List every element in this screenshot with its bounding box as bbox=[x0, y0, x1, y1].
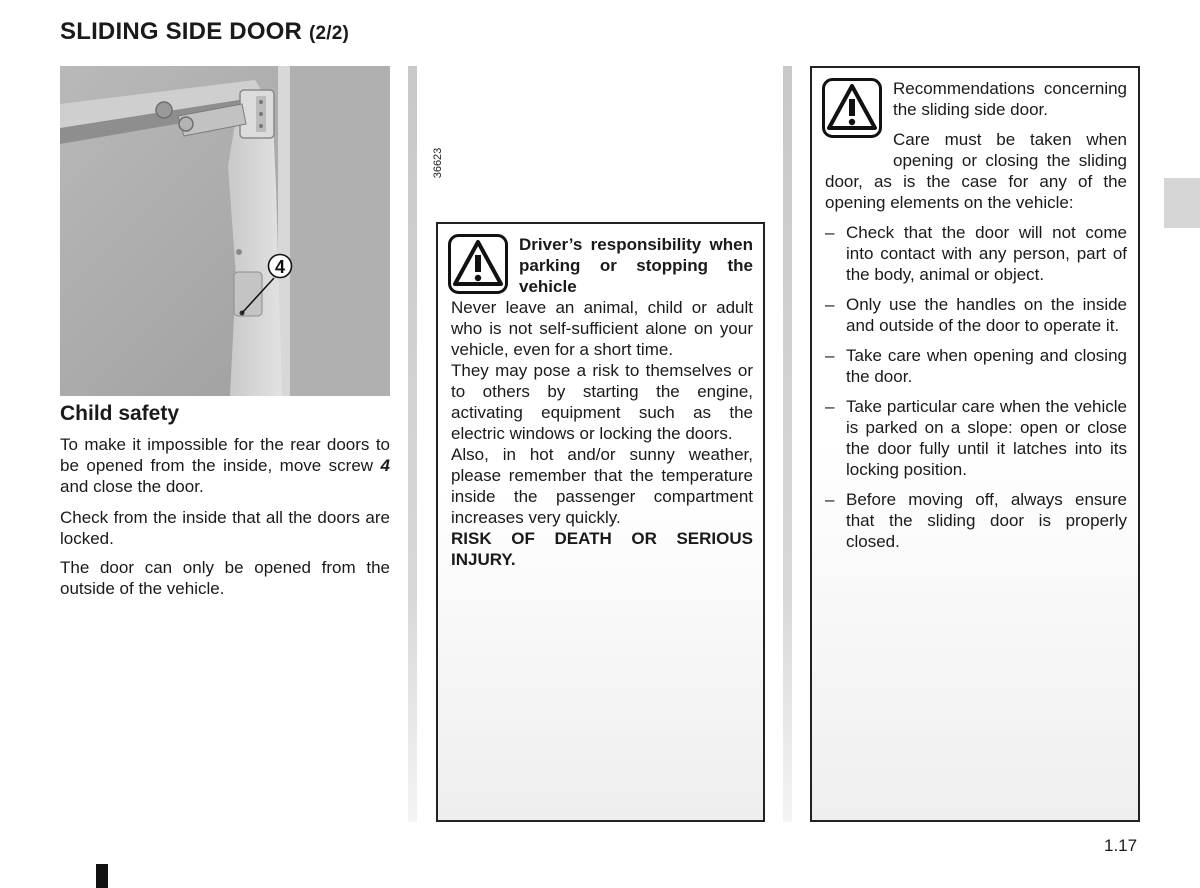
list-item-text: Before moving off, always ensure that the sliding door is properly closed. bbox=[846, 490, 1127, 551]
child-safety-p1-start: To make it impossible for the rear doors to be opened from the inside, move screw bbox=[60, 435, 390, 475]
bullet-dash: – bbox=[825, 346, 835, 365]
driver-warning-risk: RISK OF DEATH OR SERIOUS INJURY. bbox=[451, 529, 753, 569]
list-item-text: Take particular care when the vehicle is parked on a slope: open or close the door fully until it latches into its locking position. bbox=[846, 397, 1127, 479]
door-warning-paragraph: Care must be taken when opening or closing the sliding door, as is the case for any of the opening elements on the vehicle: bbox=[825, 130, 1127, 212]
child-safety-heading: Child safety bbox=[60, 402, 180, 425]
door-warning-intro: Recommendations concerning the sliding side door. bbox=[893, 79, 1127, 119]
list-item bbox=[825, 345, 1127, 387]
door-latch-photo bbox=[60, 66, 444, 396]
child-safety-paragraph-3: The door can only be opened from the outside of the vehicle. bbox=[60, 558, 390, 598]
figure-reference-number: 36623 bbox=[432, 147, 444, 179]
figure-reference bbox=[428, 140, 448, 186]
screw-reference: 4 bbox=[380, 456, 390, 475]
driver-warning-paragraph-1: Never leave an animal, child or adult who is not self-sufficient alone on your vehicle, even for a short time. bbox=[451, 298, 753, 359]
bullet-dash: – bbox=[825, 397, 835, 416]
list-item bbox=[825, 294, 1127, 336]
title-part: (2/2) bbox=[308, 23, 350, 44]
list-item-text: Check that the door will not come into contact with any person, part of the body, animal or object. bbox=[846, 223, 1127, 284]
sliding-door-warning bbox=[810, 66, 1140, 822]
door-warning-list bbox=[825, 222, 1127, 552]
chapter-thumb-tab bbox=[1164, 178, 1200, 228]
door-warning-text bbox=[825, 78, 1127, 561]
driver-warning-text bbox=[451, 234, 753, 570]
driver-warning-paragraph-3: Also, in hot and/or sunny weather, please remember that the temperature inside the passenger compartment increases very quickly. bbox=[451, 445, 753, 527]
crop-mark bbox=[96, 864, 108, 888]
title-text: SLIDING SIDE DOOR bbox=[60, 18, 303, 45]
list-item bbox=[825, 396, 1127, 480]
driver-responsibility-warning bbox=[436, 222, 765, 822]
page-title bbox=[60, 18, 349, 46]
child-safety-paragraph-1 bbox=[60, 434, 390, 497]
child-safety-paragraph-2: Check from the inside that all the doors are locked. bbox=[60, 508, 390, 548]
list-item-text: Take care when opening and closing the door. bbox=[846, 346, 1127, 386]
child-safety-p1-end: and close the door. bbox=[60, 477, 204, 496]
callout-label: 4 bbox=[274, 257, 286, 277]
page-number: 1.17 bbox=[1104, 836, 1138, 855]
list-item-text: Only use the handles on the inside and outside of the door to operate it. bbox=[846, 295, 1127, 335]
driver-warning-heading: Driver’s responsibility when parking or stopping the vehicle bbox=[519, 235, 753, 296]
column-divider-2 bbox=[783, 66, 792, 822]
bullet-dash: – bbox=[825, 295, 835, 314]
driver-warning-paragraph-2: They may pose a risk to themselves or to others by starting the engine, activating equipment such as the electric windows or locking the doors. bbox=[451, 361, 753, 443]
list-item bbox=[825, 489, 1127, 552]
list-item bbox=[825, 222, 1127, 285]
bullet-dash: – bbox=[825, 223, 835, 242]
column-divider-1 bbox=[408, 66, 417, 822]
bullet-dash: – bbox=[825, 490, 835, 509]
door-latch-illustration bbox=[60, 66, 390, 396]
